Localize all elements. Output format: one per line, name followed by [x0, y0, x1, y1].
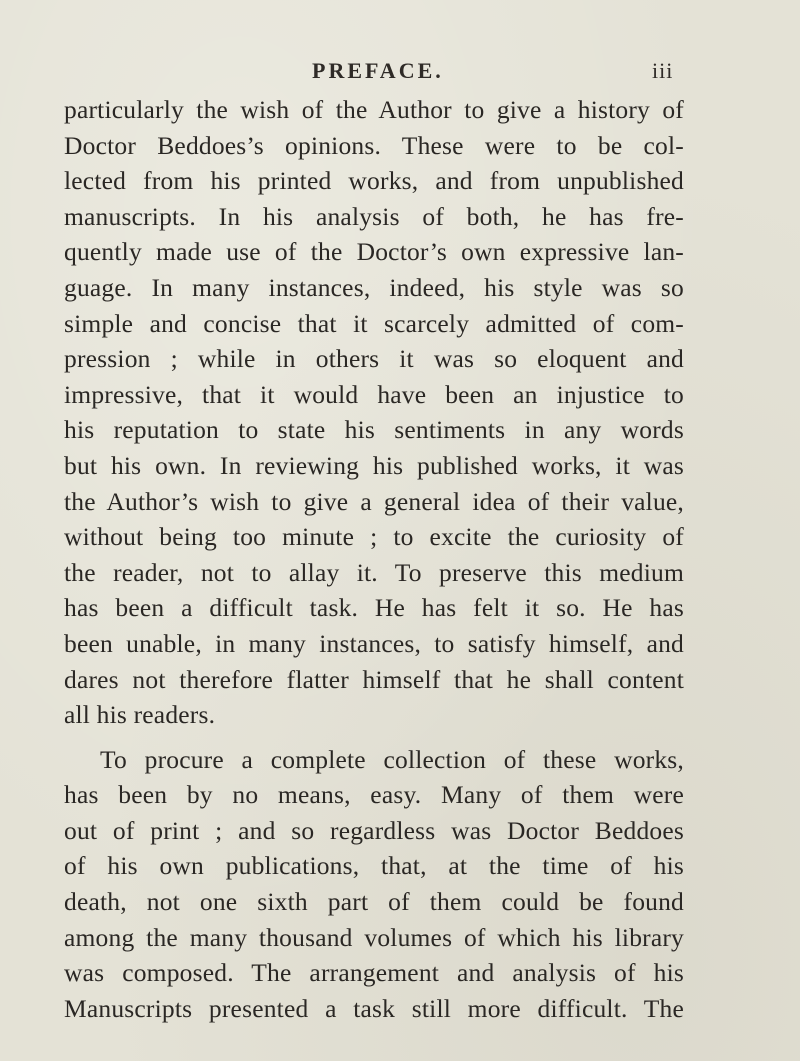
text-line: pression ; while in others it was so eloquent and: [64, 344, 684, 374]
text-line: quently made use of the Doctor’s own expressive lan-: [64, 237, 684, 267]
text-line: among the many thousand volumes of which his library: [64, 922, 684, 952]
text-line: but his own. In reviewing his published works, it was: [64, 450, 684, 480]
text-line: simple and concise that it scarcely admitted of com-: [64, 308, 684, 338]
text-line: particularly the wish of the Author to give a history of: [64, 95, 684, 124]
text-line: was composed. The arrangement and analysis of his: [64, 958, 684, 988]
text-line: has been by no means, easy. Many of them were: [64, 780, 684, 810]
text-line: death, not one sixth part of them could be found: [64, 887, 684, 917]
text-line: Doctor Beddoes’s opinions. These were to be col-: [64, 130, 684, 160]
text-line: all his readers.: [64, 700, 216, 730]
text-line: guage. In many instances, indeed, his style was so: [64, 272, 684, 302]
text-line: impressive, that it would have been an injustice to: [64, 379, 684, 409]
text-line: the Author’s wish to give a general idea of their value,: [64, 486, 684, 516]
paragraph-2: [64, 742, 684, 1027]
paragraph-1: [64, 92, 684, 733]
text-line: been unable, in many instances, to satisfy himself, and: [64, 628, 684, 658]
text-line: lected from his printed works, and from unpublished: [64, 166, 684, 196]
text-line: To procure a complete collection of these works,: [100, 744, 684, 774]
text-line: manuscripts. In his analysis of both, he has fre-: [64, 201, 684, 231]
text-line: dares not therefore flatter himself that he shall content: [64, 664, 684, 694]
text-line: the reader, not to allay it. To preserve this medium: [64, 557, 684, 587]
text-line: has been a difficult task. He has felt it so. He has: [64, 593, 684, 623]
text-line: his reputation to state his sentiments in any words: [64, 415, 684, 445]
running-title: PREFACE.: [312, 58, 444, 83]
text-line: without being too minute ; to excite the curiosity of: [64, 522, 684, 552]
body-text: [64, 92, 684, 1026]
page-number: iii: [652, 58, 674, 83]
text-line: of his own publications, that, at the time of his: [64, 851, 684, 881]
text-line: Manuscripts presented a task still more difficult. The: [64, 993, 684, 1023]
text-line: out of print ; and so regardless was Doctor Beddoes: [64, 815, 684, 845]
paragraph-gap: [64, 733, 684, 742]
